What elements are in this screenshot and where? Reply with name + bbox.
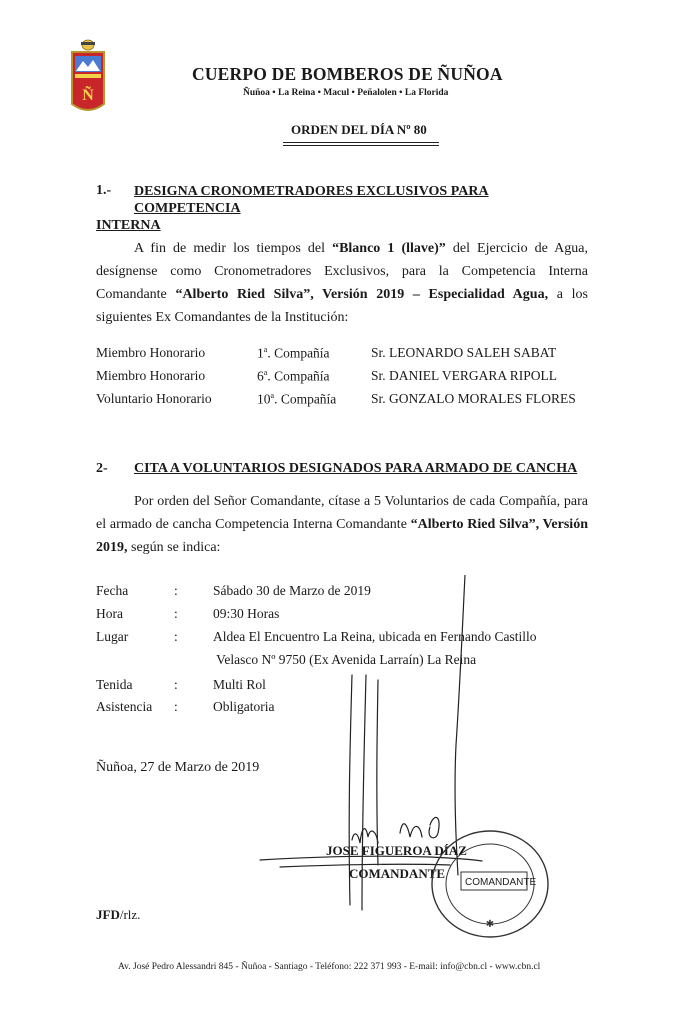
section1-title-line1: DESIGNA CRONOMETRADORES EXCLUSIVOS PARA COMPETENCIA	[134, 184, 489, 216]
detail-value: 09:30 Horas	[213, 606, 280, 621]
signer-name: JOSE FIGUEROA DÍAZ	[326, 843, 467, 858]
text-span: a los siguientes Ex Comandantes de la Institución:	[96, 287, 588, 325]
detail-colon: :	[174, 629, 178, 644]
bold-span: “Alberto Ried Silva”, Versión 2019,	[96, 517, 588, 555]
footer-address: Av. José Pedro Alessandri 845 - Ñuñoa - Santiago - Teléfono: 222 371 993 - E-mail: info@cbn.cl - www.cbn.cl	[118, 962, 541, 972]
company-label: . Compañía	[274, 391, 337, 407]
member-role: Miembro Honorario	[96, 345, 206, 360]
organization-title: CUERPO DE BOMBEROS DE ÑUÑOA	[192, 64, 503, 84]
company-number: 10	[257, 391, 271, 407]
initials-rest: /rlz.	[119, 907, 141, 922]
member-role: Voluntario Honorario	[96, 391, 212, 406]
member-name: Sr. GONZALO MORALES FLORES	[371, 391, 576, 406]
svg-text:Ñ: Ñ	[82, 87, 94, 104]
detail-value: Sábado 30 de Marzo de 2019	[213, 583, 371, 598]
member-name: Sr. DANIEL VERGARA RIPOLL	[371, 368, 558, 383]
title-underline-double	[283, 145, 439, 146]
detail-key: Hora	[96, 606, 123, 621]
svg-text:✱: ✱	[485, 919, 495, 930]
stamp-label: COMANDANTE	[465, 877, 537, 888]
bold-span: “Blanco 1 (llave)”	[332, 241, 446, 256]
section2-number: 2-	[96, 461, 108, 476]
member-company	[257, 368, 330, 385]
detail-value-continued: Velasco Nº 9750 (Ex Avenida Larraín) La Reina	[213, 652, 477, 667]
text-span: del Ejercicio de Agua, desígnense como Cronometradores Exclusivos, para la Competencia Interna Comandante	[96, 241, 588, 302]
company-superscript: a	[270, 391, 275, 400]
section2-paragraph	[96, 490, 588, 559]
company-number: 6	[257, 368, 264, 384]
company-superscript: a	[263, 368, 268, 377]
detail-key: Fecha	[96, 583, 129, 598]
detail-key: Tenida	[96, 677, 133, 692]
detail-value: Obligatoria	[213, 699, 275, 714]
company-superscript: a	[263, 345, 268, 354]
order-title: ORDEN DEL DÍA Nº 80	[291, 122, 427, 137]
detail-value: Aldea El Encuentro La Reina, ubicada en Fernando Castillo	[213, 629, 537, 644]
detail-key: Lugar	[96, 629, 129, 644]
detail-colon: :	[174, 583, 178, 598]
text-span: según se indica:	[127, 540, 221, 555]
typist-initials	[96, 907, 140, 923]
detail-colon: :	[174, 699, 178, 714]
signer-role: COMANDANTE	[349, 866, 446, 881]
detail-key: Asistencia	[96, 699, 153, 714]
section1-title-line2: INTERNA	[96, 218, 161, 233]
title-underline	[283, 142, 439, 143]
member-company	[257, 391, 336, 408]
initials-bold: JFD	[96, 907, 120, 922]
detail-colon: :	[174, 606, 178, 621]
section1-paragraph	[96, 237, 588, 329]
text-span: Por orden del Señor Comandante, cítase a 5 Voluntarios de cada Compañía, para el armado de cancha Competencia Interna Comandante	[96, 494, 588, 532]
organization-subtitle: Ñuñoa • La Reina • Macul • Peñalolen • La Florida	[243, 88, 449, 98]
company-label: . Compañía	[267, 345, 330, 361]
company-label: . Compañía	[267, 368, 330, 384]
bold-span: “Alberto Ried Silva”, Versión 2019 – Especialidad Agua,	[175, 287, 549, 302]
section1-title	[96, 183, 589, 234]
company-number: 1	[257, 345, 264, 361]
issue-date: Ñuñoa, 27 de Marzo de 2019	[96, 760, 260, 775]
section1-number: 1.-	[96, 183, 112, 198]
text-span: A fin de medir los tiempos del	[134, 241, 333, 256]
member-company	[257, 345, 330, 362]
section2-title: CITA A VOLUNTARIOS DESIGNADOS PARA ARMADO DE CANCHA	[134, 461, 578, 476]
detail-colon: :	[174, 677, 178, 692]
member-name: Sr. LEONARDO SALEH SABAT	[371, 345, 557, 360]
detail-value: Multi Rol	[213, 677, 266, 692]
member-role: Miembro Honorario	[96, 368, 206, 383]
fire-department-crest	[70, 38, 106, 118]
